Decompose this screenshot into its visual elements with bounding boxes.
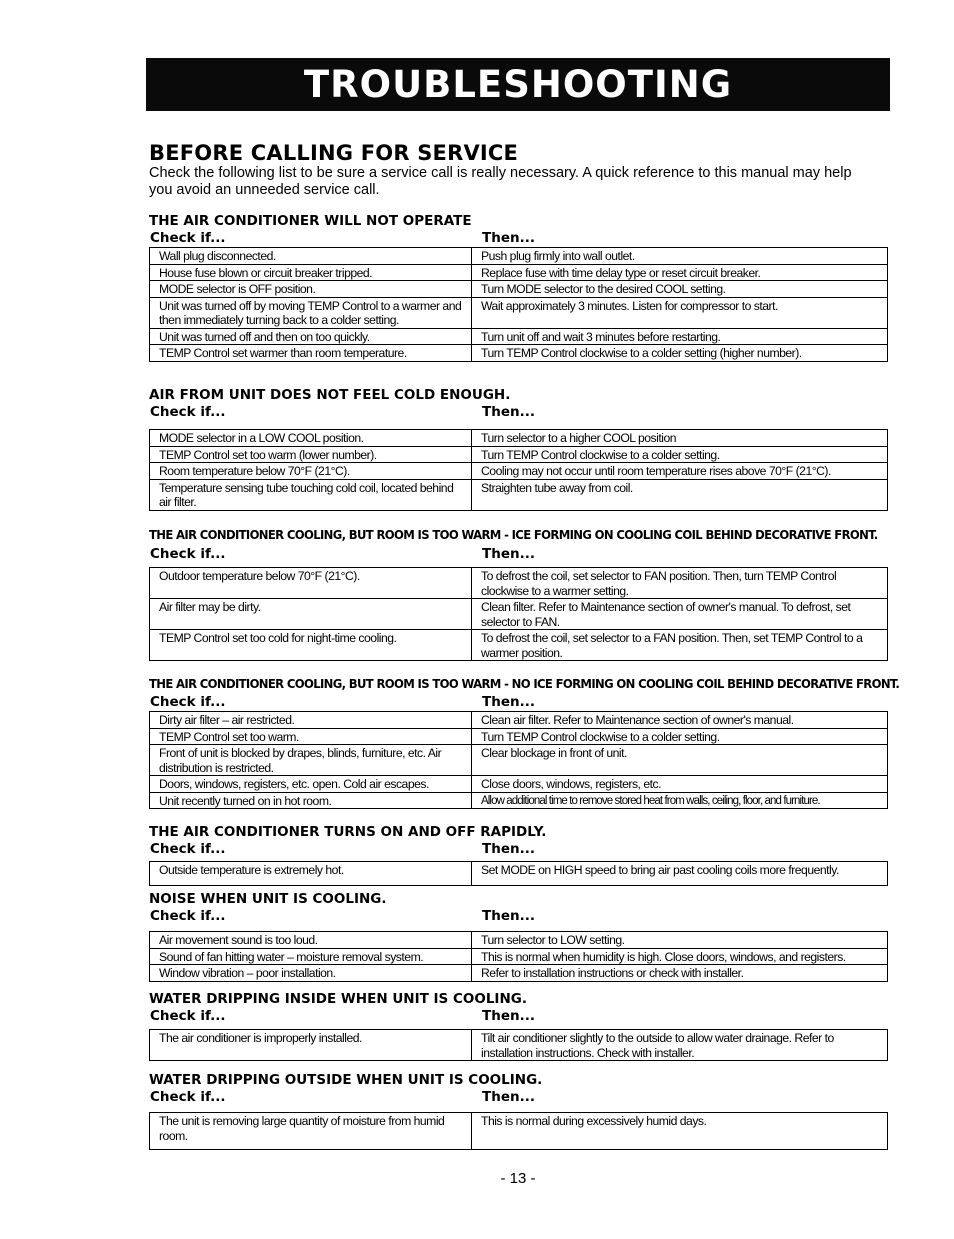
column-headers [149, 545, 887, 563]
page-heading: BEFORE CALLING FOR SERVICE [149, 141, 519, 165]
then-header: Then... [482, 546, 535, 562]
table-row [150, 630, 888, 661]
table-row [150, 712, 888, 729]
section-ice-forming [149, 527, 887, 661]
troubleshooting-table [149, 1112, 888, 1150]
check-if-header: Check if... [150, 1008, 226, 1024]
troubleshooting-table [149, 1029, 888, 1061]
then-cell: Clear blockage in front of unit. [472, 745, 888, 776]
check-cell: Doors, windows, registers, etc. open. Cold air escapes. [150, 776, 472, 793]
section-water-dripping-outside [149, 1073, 887, 1150]
then-cell: Turn selector to LOW setting. [472, 932, 888, 949]
troubleshooting-banner: TROUBLESHOOTING [146, 58, 890, 111]
table-row [150, 568, 888, 599]
table-row [150, 965, 888, 982]
check-cell: TEMP Control set warmer than room temperature. [150, 345, 472, 362]
column-headers [149, 907, 887, 925]
then-cell: Clean filter. Refer to Maintenance section of owner's manual. To defrost, set selector to FAN. [472, 599, 888, 630]
table-row [150, 463, 888, 480]
table-row [150, 599, 888, 630]
check-if-header: Check if... [150, 230, 226, 246]
check-cell: Window vibration – poor installation. [150, 965, 472, 982]
check-cell: Room temperature below 70°F (21°C). [150, 463, 472, 480]
then-cell: Turn TEMP Control clockwise to a colder setting. [472, 446, 888, 463]
then-header: Then... [482, 1008, 535, 1024]
section-title: WATER DRIPPING OUTSIDE WHEN UNIT IS COOLING. [149, 1072, 543, 1088]
check-cell: Temperature sensing tube touching cold coil, located behind air filter. [150, 479, 472, 510]
table-row [150, 297, 888, 328]
then-cell: Turn TEMP Control clockwise to a colder setting. [472, 728, 888, 745]
troubleshooting-table [149, 429, 888, 511]
table-row [150, 479, 888, 510]
section-no-ice-forming [149, 676, 900, 809]
check-cell: TEMP Control set too cold for night-time cooling. [150, 630, 472, 661]
check-cell: Unit was turned off and then on too quickly. [150, 328, 472, 345]
section-title: AIR FROM UNIT DOES NOT FEEL COLD ENOUGH. [149, 387, 511, 403]
check-cell: MODE selector in a LOW COOL position. [150, 430, 472, 447]
column-headers [149, 403, 887, 421]
troubleshooting-table [149, 931, 888, 982]
table-row [150, 328, 888, 345]
table-row [150, 446, 888, 463]
then-header: Then... [482, 908, 535, 924]
then-cell: Turn unit off and wait 3 minutes before restarting. [472, 328, 888, 345]
table-row [150, 264, 888, 281]
column-headers [149, 1088, 887, 1106]
then-cell: Turn selector to a higher COOL position [472, 430, 888, 447]
section-title: THE AIR CONDITIONER TURNS ON AND OFF RAPIDLY. [149, 824, 547, 840]
then-cell: This is normal during excessively humid days. [472, 1113, 888, 1150]
check-cell: Outdoor temperature below 70°F (21°C). [150, 568, 472, 599]
column-headers [149, 693, 887, 711]
table-row [150, 1113, 888, 1150]
table-row [150, 248, 888, 265]
check-cell: Outside temperature is extremely hot. [150, 862, 472, 886]
then-cell: Replace fuse with time delay type or reset circuit breaker. [472, 264, 888, 281]
table-row [150, 281, 888, 298]
section-title: WATER DRIPPING INSIDE WHEN UNIT IS COOLING. [149, 991, 527, 1007]
then-header: Then... [482, 1089, 535, 1105]
then-cell: Refer to installation instructions or check with installer. [472, 965, 888, 982]
troubleshooting-table [149, 247, 888, 362]
check-cell: The unit is removing large quantity of moisture from humid room. [150, 1113, 472, 1150]
section-title: NOISE WHEN UNIT IS COOLING. [149, 891, 387, 907]
check-if-header: Check if... [150, 841, 226, 857]
check-if-header: Check if... [150, 546, 226, 562]
check-cell: House fuse blown or circuit breaker tripped. [150, 264, 472, 281]
section-noise [149, 892, 887, 982]
table-row [150, 345, 888, 362]
check-cell: Air filter may be dirty. [150, 599, 472, 630]
troubleshooting-table [149, 567, 888, 661]
table-row [150, 728, 888, 745]
then-cell: Straighten tube away from coil. [472, 479, 888, 510]
check-cell: Sound of fan hitting water – moisture removal system. [150, 948, 472, 965]
check-cell: The air conditioner is improperly installed. [150, 1030, 472, 1061]
check-cell: Unit recently turned on in hot room. [150, 792, 472, 809]
troubleshooting-table [149, 711, 888, 809]
check-if-header: Check if... [150, 694, 226, 710]
then-cell: Turn TEMP Control clockwise to a colder setting (higher number). [472, 345, 888, 362]
then-cell: This is normal when humidity is high. Close doors, windows, and registers. [472, 948, 888, 965]
check-cell: TEMP Control set too warm. [150, 728, 472, 745]
then-cell: Push plug firmly into wall outlet. [472, 248, 888, 265]
troubleshooting-table [149, 861, 888, 886]
column-headers [149, 1007, 887, 1025]
column-headers [149, 840, 887, 858]
check-if-header: Check if... [150, 1089, 226, 1105]
section-will-not-operate [149, 214, 887, 362]
table-row [150, 745, 888, 776]
then-cell: To defrost the coil, set selector to FAN position. Then, turn TEMP Control clockwise to a warmer setting. [472, 568, 888, 599]
section-title: THE AIR CONDITIONER WILL NOT OPERATE [149, 213, 472, 229]
section-title: THE AIR CONDITIONER COOLING, BUT ROOM IS TOO WARM - NO ICE FORMING ON COOLING COIL BEHIND DECORATIVE FRONT. [149, 676, 900, 691]
check-cell: Wall plug disconnected. [150, 248, 472, 265]
table-row [150, 776, 888, 793]
table-row [150, 430, 888, 447]
table-row [150, 948, 888, 965]
intro-paragraph: Check the following list to be sure a service call is really necessary. A quick reference to this manual may help you avoid an unneeded service call. [149, 165, 852, 198]
table-row [150, 932, 888, 949]
section-not-cold-enough [149, 388, 887, 511]
then-cell: Wait approximately 3 minutes. Listen for compressor to start. [472, 297, 888, 328]
table-row [150, 862, 888, 886]
then-cell: Tilt air conditioner slightly to the outside to allow water drainage. Refer to installation instructions. Check with installer. [472, 1030, 888, 1061]
column-headers [149, 229, 887, 247]
then-cell: Clean air filter. Refer to Maintenance section of owner's manual. [472, 712, 888, 729]
then-cell: Close doors, windows, registers, etc. [472, 776, 888, 793]
check-cell: Front of unit is blocked by drapes, blinds, furniture, etc. Air distribution is restricted. [150, 745, 472, 776]
section-on-off-rapidly [149, 825, 887, 886]
then-cell: Allow additional time to remove stored heat from walls, ceiling, floor, and furniture. [472, 792, 888, 809]
then-header: Then... [482, 841, 535, 857]
then-cell: Turn MODE selector to the desired COOL setting. [472, 281, 888, 298]
check-cell: TEMP Control set too warm (lower number). [150, 446, 472, 463]
page-number: - 13 - [500, 1170, 536, 1187]
then-header: Then... [482, 230, 535, 246]
section-title: THE AIR CONDITIONER COOLING, BUT ROOM IS TOO WARM - ICE FORMING ON COOLING COIL BEHIND DECORATIVE FRONT. [149, 527, 878, 542]
then-cell: Set MODE on HIGH speed to bring air past cooling coils more frequently. [472, 862, 888, 886]
check-if-header: Check if... [150, 404, 226, 420]
then-cell: To defrost the coil, set selector to a FAN position. Then, set TEMP Control to a warmer position. [472, 630, 888, 661]
check-cell: Air movement sound is too loud. [150, 932, 472, 949]
check-cell: Dirty air filter – air restricted. [150, 712, 472, 729]
check-cell: MODE selector is OFF position. [150, 281, 472, 298]
table-row [150, 792, 888, 809]
then-cell: Cooling may not occur until room temperature rises above 70°F (21°C). [472, 463, 888, 480]
check-cell: Unit was turned off by moving TEMP Control to a warmer and then immediately turning back to a colder setting. [150, 297, 472, 328]
then-header: Then... [482, 404, 535, 420]
check-if-header: Check if... [150, 908, 226, 924]
table-row [150, 1030, 888, 1061]
section-water-dripping-inside [149, 992, 887, 1061]
then-header: Then... [482, 694, 535, 710]
